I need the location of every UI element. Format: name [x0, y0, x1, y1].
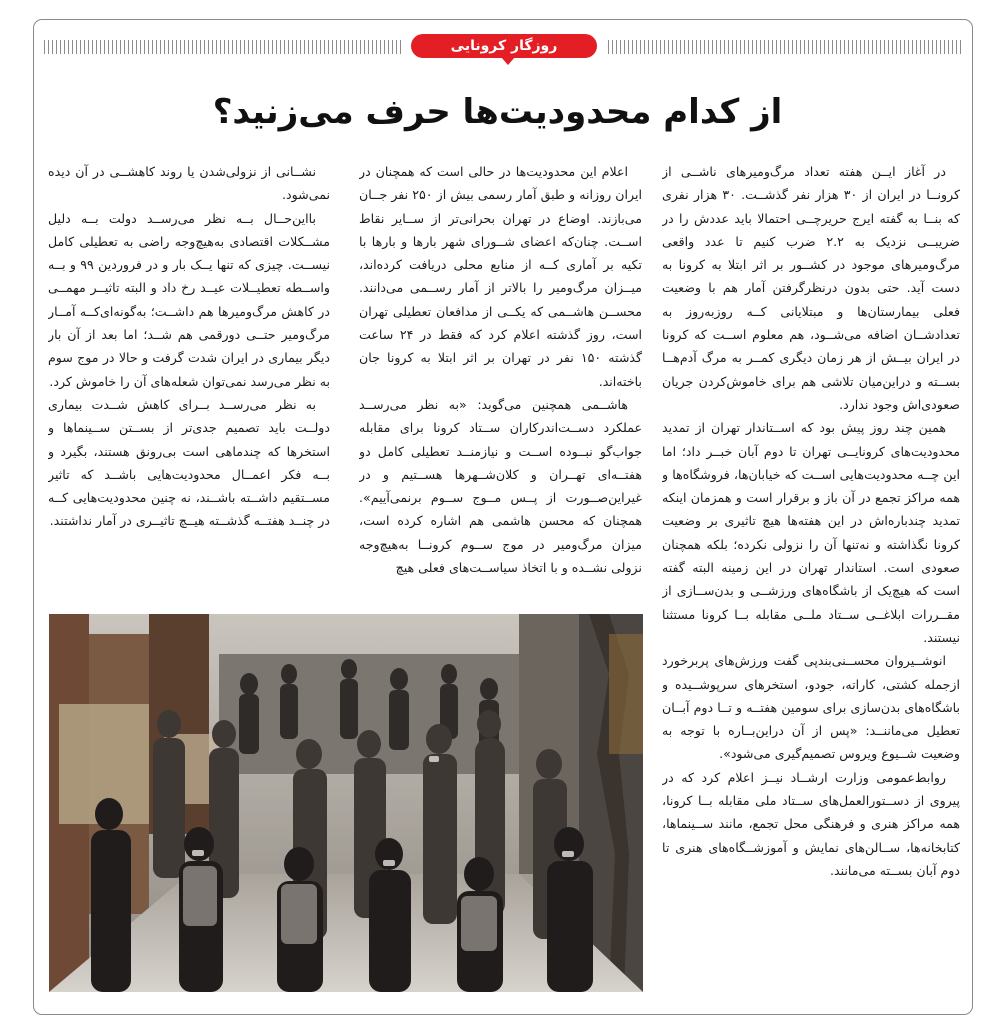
paragraph: هاشــمی همچنین می‌گوید: «به نظر می‌رســد عملکرد دســت‌اندرکاران ســتاد کرونا برای مقابله جواب‌گو نبــوده اســت و نیازمنــد تعطیلی کامل دو هفتــه‌ای تهــران و کلان‌شــهرها هســتیم و در غیراین‌صــورت از پــس مــوج ســوم برنمی‌آییم». همچنان که محسن هاشمی هم اشاره کرده است، میزان مرگ‌ومیر در موج ســوم کرونــا به‌هیچ‌وجه نزولی نشــده و با اتخاذ سیاســت‌های فعلی هیچ — [359, 396, 642, 576]
paragraph: بااین‌حــال بــه نظر می‌رســد دولت بــه دلیل مشــکلات اقتصادی به‌هیچ‌وجه راضی به تعطیلی کامل نیســت. چیزی که تنها یــک بار و در فروردین ۹۹ و بــه واســطه تعطیــلات عیــد رخ داد و البته تاثیــر مهمــی در کاهش مرگ‌ومیرها هم داشــت؛ به‌گونه‌ای‌کــه آمــار مرگ‌ومیر حتــی دورقمی هم شــد؛ اما بعد از آن بار دیگر بیماری در ایران شدت گرفت و حالا در موج سوم به نظر می‌رسد نمی‌توان شعله‌های آن را خاموش کرد. — [48, 210, 330, 389]
crowded-street-photo — [49, 614, 643, 992]
kicker-pointer — [501, 57, 515, 65]
paragraph: انوشــیروان محســنی‌بندپی گفت ورزش‌های پربرخورد ازجمله کشتی، کاراته، جودو، استخرهای سرپوشــیده و باشگاه‌های بدن‌سازی برای سومین هفتــه و تــا دوم آبــان تعطیل می‌ماننــد: «پس از آن دراین‌بــاره با توجه به وضعیت شــیوع ویروس تصمیم‌گیری می‌شود». — [662, 653, 960, 762]
article-column-1 — [662, 160, 960, 1005]
paragraph: اعلام این محدودیت‌ها در حالی است که همچنان در ایران روزانه و طبق آمار رسمی بیش از ۲۵۰ نفر جــان می‌بازند. اوضاع در تهران بحرانی‌تر از ســایر نقاط اســت. چنان‌که اعضای شــورای شهر بارها و بارها با تکیه بر آماری کــه از منابع محلی دریافت کرده‌اند، میــزان مرگ‌ومیر را بالاتر از آمار رســمی می‌دانند. محســن هاشــمی که یکــی از مدافعان تعطیلی تهران است، روز گذشته اعلام کرد که فقط در ۲۴ ساعت گذشته ۱۵۰ نفر در تهران بر اثر ابتلا به کرونا جان باخته‌اند. — [359, 164, 642, 389]
header-rule-right — [608, 40, 964, 54]
header-rule-left — [44, 40, 404, 54]
paragraph: در آغاز ایــن هفته تعداد مرگ‌ومیرهای ناشــی از کرونــا در ایران از ۳۰ هزار نفر گذشــت. ۳۰ هزار نفری که بنــا به گفته ایرج حریرچــی احتمالا باید عددش را در ضریبــی نزدیک به ۲.۲ ضرب کنیم تا عدد واقعی مرگ‌ومیرهای موجود در کشــور بر اثر ابتلا به کرونا به دست آید. حتی بدون درنظرگرفتن آمار هم با وضعیت فعلی بیمارستان‌ها و مبتلایانی کــه روزبه‌روز به تعدادشــان اضافه می‌شــود، هم معلوم اســت که کرونا در ایران بیــش از هر زمان دیگری کمــر به مرگ آدم‌هــا بســته و دراین‌میان تلاشی هم برای خاموش‌کردن جریان صعودی‌اش وجود ندارد. — [662, 164, 960, 412]
section-kicker: روزگار کرونایی — [411, 34, 597, 58]
article-headline: از کدام محدودیت‌ها حرف می‌زنید؟ — [212, 92, 783, 132]
paragraph: نشــانی از نزولی‌شدن یا روند کاهشــی در آن دیده نمی‌شود. — [48, 164, 330, 203]
paragraph: به نظر می‌رســد بــرای کاهش شــدت بیماری دولــت باید تصمیم جدی‌تر از بســتن ســینماها و استخرها که چندماهی است بی‌رونق هستند، بگیرد و بــه فکر اعمــال محدودیت‌هایی باشــد که تاثیر مســتقیم داشــته باشــند، نه چنین محدودیت‌هایی کــه در چنــد هفتــه گذشــته هیــچ تاثیــری در آمار نداشتند. — [48, 396, 330, 529]
paragraph: همین چند روز پیش بود که اســتاندار تهران از تمدید محدودیت‌های کرونایــی تهران تا دوم آبان خبــر داد؛ اما این چــه محدودیت‌هایی اســت که خیابان‌ها، فروشگاه‌ها و همه مراکز تجمع در آن باز و برقرار است و همزمان اینکه تمدید چندباره‌اش در این هفته‌ها هیچ تاثیری بر وضعیت کرونا نگذاشته و نه‌تنها آن را نزولی نکرده؛ بلکه همچنان صعودی است. استاندار تهران در این زمینه البته گفته است که هیچ‌یک از باشگاه‌های ورزشــی و بدن‌ســازی از مقــررات ابلاغــی ســتاد ملــی مقابله بــا کرونا مستثنا نیستند. — [662, 420, 960, 645]
article-column-2 — [359, 160, 642, 605]
article-column-3 — [48, 160, 330, 605]
paragraph: روابط‌عمومی وزارت ارشــاد نیــز اعلام کرد که در پیروی از دســتورالعمل‌های ســتاد ملی مقابله بــا کرونا، همه مراکز هنری و فرهنگی محل تجمع، مانند ســینماها، کتابخانه‌ها، ســالن‌های نمایش و آموزشــگاه‌های هنری تا دوم آبان بســته می‌مانند. — [662, 769, 960, 878]
